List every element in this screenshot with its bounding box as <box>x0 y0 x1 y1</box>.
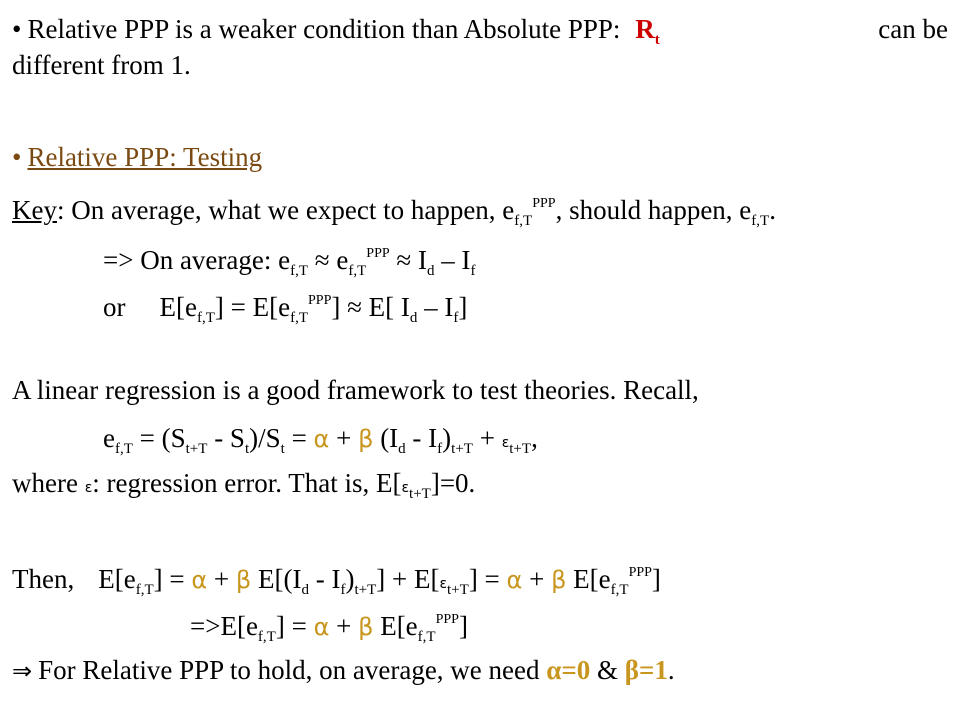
eq-text: ] ≈ E[ I <box>331 292 410 322</box>
eq-text: ] = E[e <box>214 292 291 322</box>
eq-text: E[e <box>159 292 197 322</box>
eq-text: + <box>329 423 359 453</box>
eq-text: - I <box>308 564 341 594</box>
alpha-symbol: α <box>506 566 523 594</box>
epsilon-symbol: ε <box>84 480 93 496</box>
eq-text: + <box>522 564 552 594</box>
subscript: d <box>409 310 418 326</box>
eq-text: => On average: e <box>103 245 291 275</box>
subscript: d <box>426 263 435 279</box>
equation-expectation <box>103 284 467 335</box>
superscript: PPP <box>628 565 652 580</box>
beta-symbol: β <box>358 425 374 453</box>
eq-text: ] + E[ <box>376 564 440 594</box>
body-text: A linear regression is a good framework to test theories. Recall, <box>12 375 699 405</box>
eq-text: E[e <box>566 564 611 594</box>
beta-symbol: β <box>358 613 374 641</box>
statement-line-2 <box>12 48 191 82</box>
statement-continuation: different from 1. <box>12 50 191 80</box>
subscript: f <box>437 441 443 457</box>
subscript: f,T <box>610 582 629 598</box>
subscript: t+T <box>409 486 431 502</box>
alpha-symbol: α <box>313 613 330 641</box>
eq-text: = (S <box>132 423 186 453</box>
bullet-mark: • <box>12 142 22 172</box>
eq-text: - I <box>405 423 438 453</box>
subscript: t <box>280 441 285 457</box>
subscript: f,T <box>417 629 436 645</box>
subscript: f,T <box>196 310 215 326</box>
eq-text: e <box>103 423 115 453</box>
superscript: PPP <box>532 196 556 211</box>
subscript: d <box>398 441 406 457</box>
subscript: f,T <box>290 310 308 326</box>
subscript: t+T <box>509 441 532 457</box>
R-symbol: R <box>635 14 655 44</box>
subscript: t <box>244 441 250 457</box>
statement-text-end: can be <box>878 14 948 44</box>
epsilon-symbol: ε <box>401 480 410 496</box>
subscript: f <box>340 582 346 598</box>
alpha-condition: α=0 <box>546 655 591 685</box>
body-text: For Relative PPP to hold, on average, we need <box>38 655 547 685</box>
subscript: t+T <box>447 582 469 598</box>
regression-error-text <box>12 466 475 511</box>
subscript: f <box>470 263 476 279</box>
conclusion <box>12 653 675 688</box>
eq-text: + <box>207 564 236 594</box>
body-text: where <box>12 468 85 498</box>
key-text: , should happen, e <box>555 195 752 225</box>
body-text: & <box>590 655 625 685</box>
regression-equation <box>103 421 538 466</box>
eq-or: or <box>103 292 126 322</box>
eq-text: ] = <box>468 564 507 594</box>
superscript: PPP <box>435 612 459 627</box>
eq-text: + <box>472 423 502 453</box>
body-text: ]=0. <box>430 468 476 498</box>
eq-text: ] <box>458 611 468 641</box>
eq-text: ] <box>458 292 468 322</box>
eq-text: )/S <box>249 423 281 453</box>
eq-text: ) <box>442 423 452 453</box>
section-heading <box>12 140 262 174</box>
equation-on-average <box>103 237 475 288</box>
implies-equation <box>190 603 468 654</box>
heading-link[interactable]: Relative PPP: Testing <box>27 142 263 172</box>
epsilon-symbol: ε <box>501 435 510 451</box>
eq-text: (I <box>373 423 399 453</box>
subscript: d <box>301 582 309 598</box>
subscript: f <box>453 310 459 326</box>
eq-text: – I <box>417 292 454 322</box>
eq-text: =>E[e <box>190 611 258 641</box>
subscript: f,T <box>514 213 533 229</box>
eq-text: – I <box>434 245 471 275</box>
eq-text: ] = <box>153 564 192 594</box>
superscript: PPP <box>366 246 390 261</box>
eq-text: ] = <box>275 611 314 641</box>
key-text: : On average, what we expect to happen, e <box>56 195 515 225</box>
eq-text: - S <box>207 423 245 453</box>
eq-text: ≈ I <box>389 245 427 275</box>
statement-text: Relative PPP is a weaker condition than Absolute PPP: <box>27 14 621 44</box>
key-label: Key <box>12 195 57 225</box>
subscript: f,T <box>114 441 133 457</box>
linear-regression-text <box>12 373 699 407</box>
subscript: t+T <box>354 582 377 598</box>
subscript: f,T <box>348 263 367 279</box>
subscript: t+T <box>451 441 473 457</box>
eq-text: E[e <box>373 611 418 641</box>
eq-text: E[(I <box>251 564 302 594</box>
key-text: . <box>769 195 776 225</box>
then-label: Then, <box>12 564 75 594</box>
beta-symbol: β <box>235 566 252 594</box>
eq-text: , <box>531 423 538 453</box>
beta-condition: β=1 <box>624 655 668 685</box>
then-equation <box>12 556 661 607</box>
eq-text: = <box>284 423 314 453</box>
eq-text: E[e <box>98 564 136 594</box>
subscript: f,T <box>135 582 154 598</box>
epsilon-symbol: ε <box>439 576 448 592</box>
superscript: PPP <box>308 293 332 308</box>
body-text: : regression error. That is, E[ <box>92 468 402 498</box>
R-subscript: t <box>654 32 660 48</box>
subscript: f,T <box>257 629 276 645</box>
eq-text: ) <box>345 564 355 594</box>
eq-text: + <box>329 611 359 641</box>
eq-text: ] <box>651 564 661 594</box>
bullet-mark: • <box>12 14 22 44</box>
implies-arrow-icon: ⇒ <box>12 657 33 685</box>
subscript: f,T <box>290 263 309 279</box>
alpha-symbol: α <box>313 425 330 453</box>
subscript: f,T <box>751 213 770 229</box>
body-text: . <box>667 655 675 685</box>
beta-symbol: β <box>551 566 567 594</box>
subscript: t+T <box>185 441 208 457</box>
alpha-symbol: α <box>191 566 208 594</box>
eq-text: ≈ e <box>308 245 349 275</box>
key-statement <box>12 187 776 238</box>
